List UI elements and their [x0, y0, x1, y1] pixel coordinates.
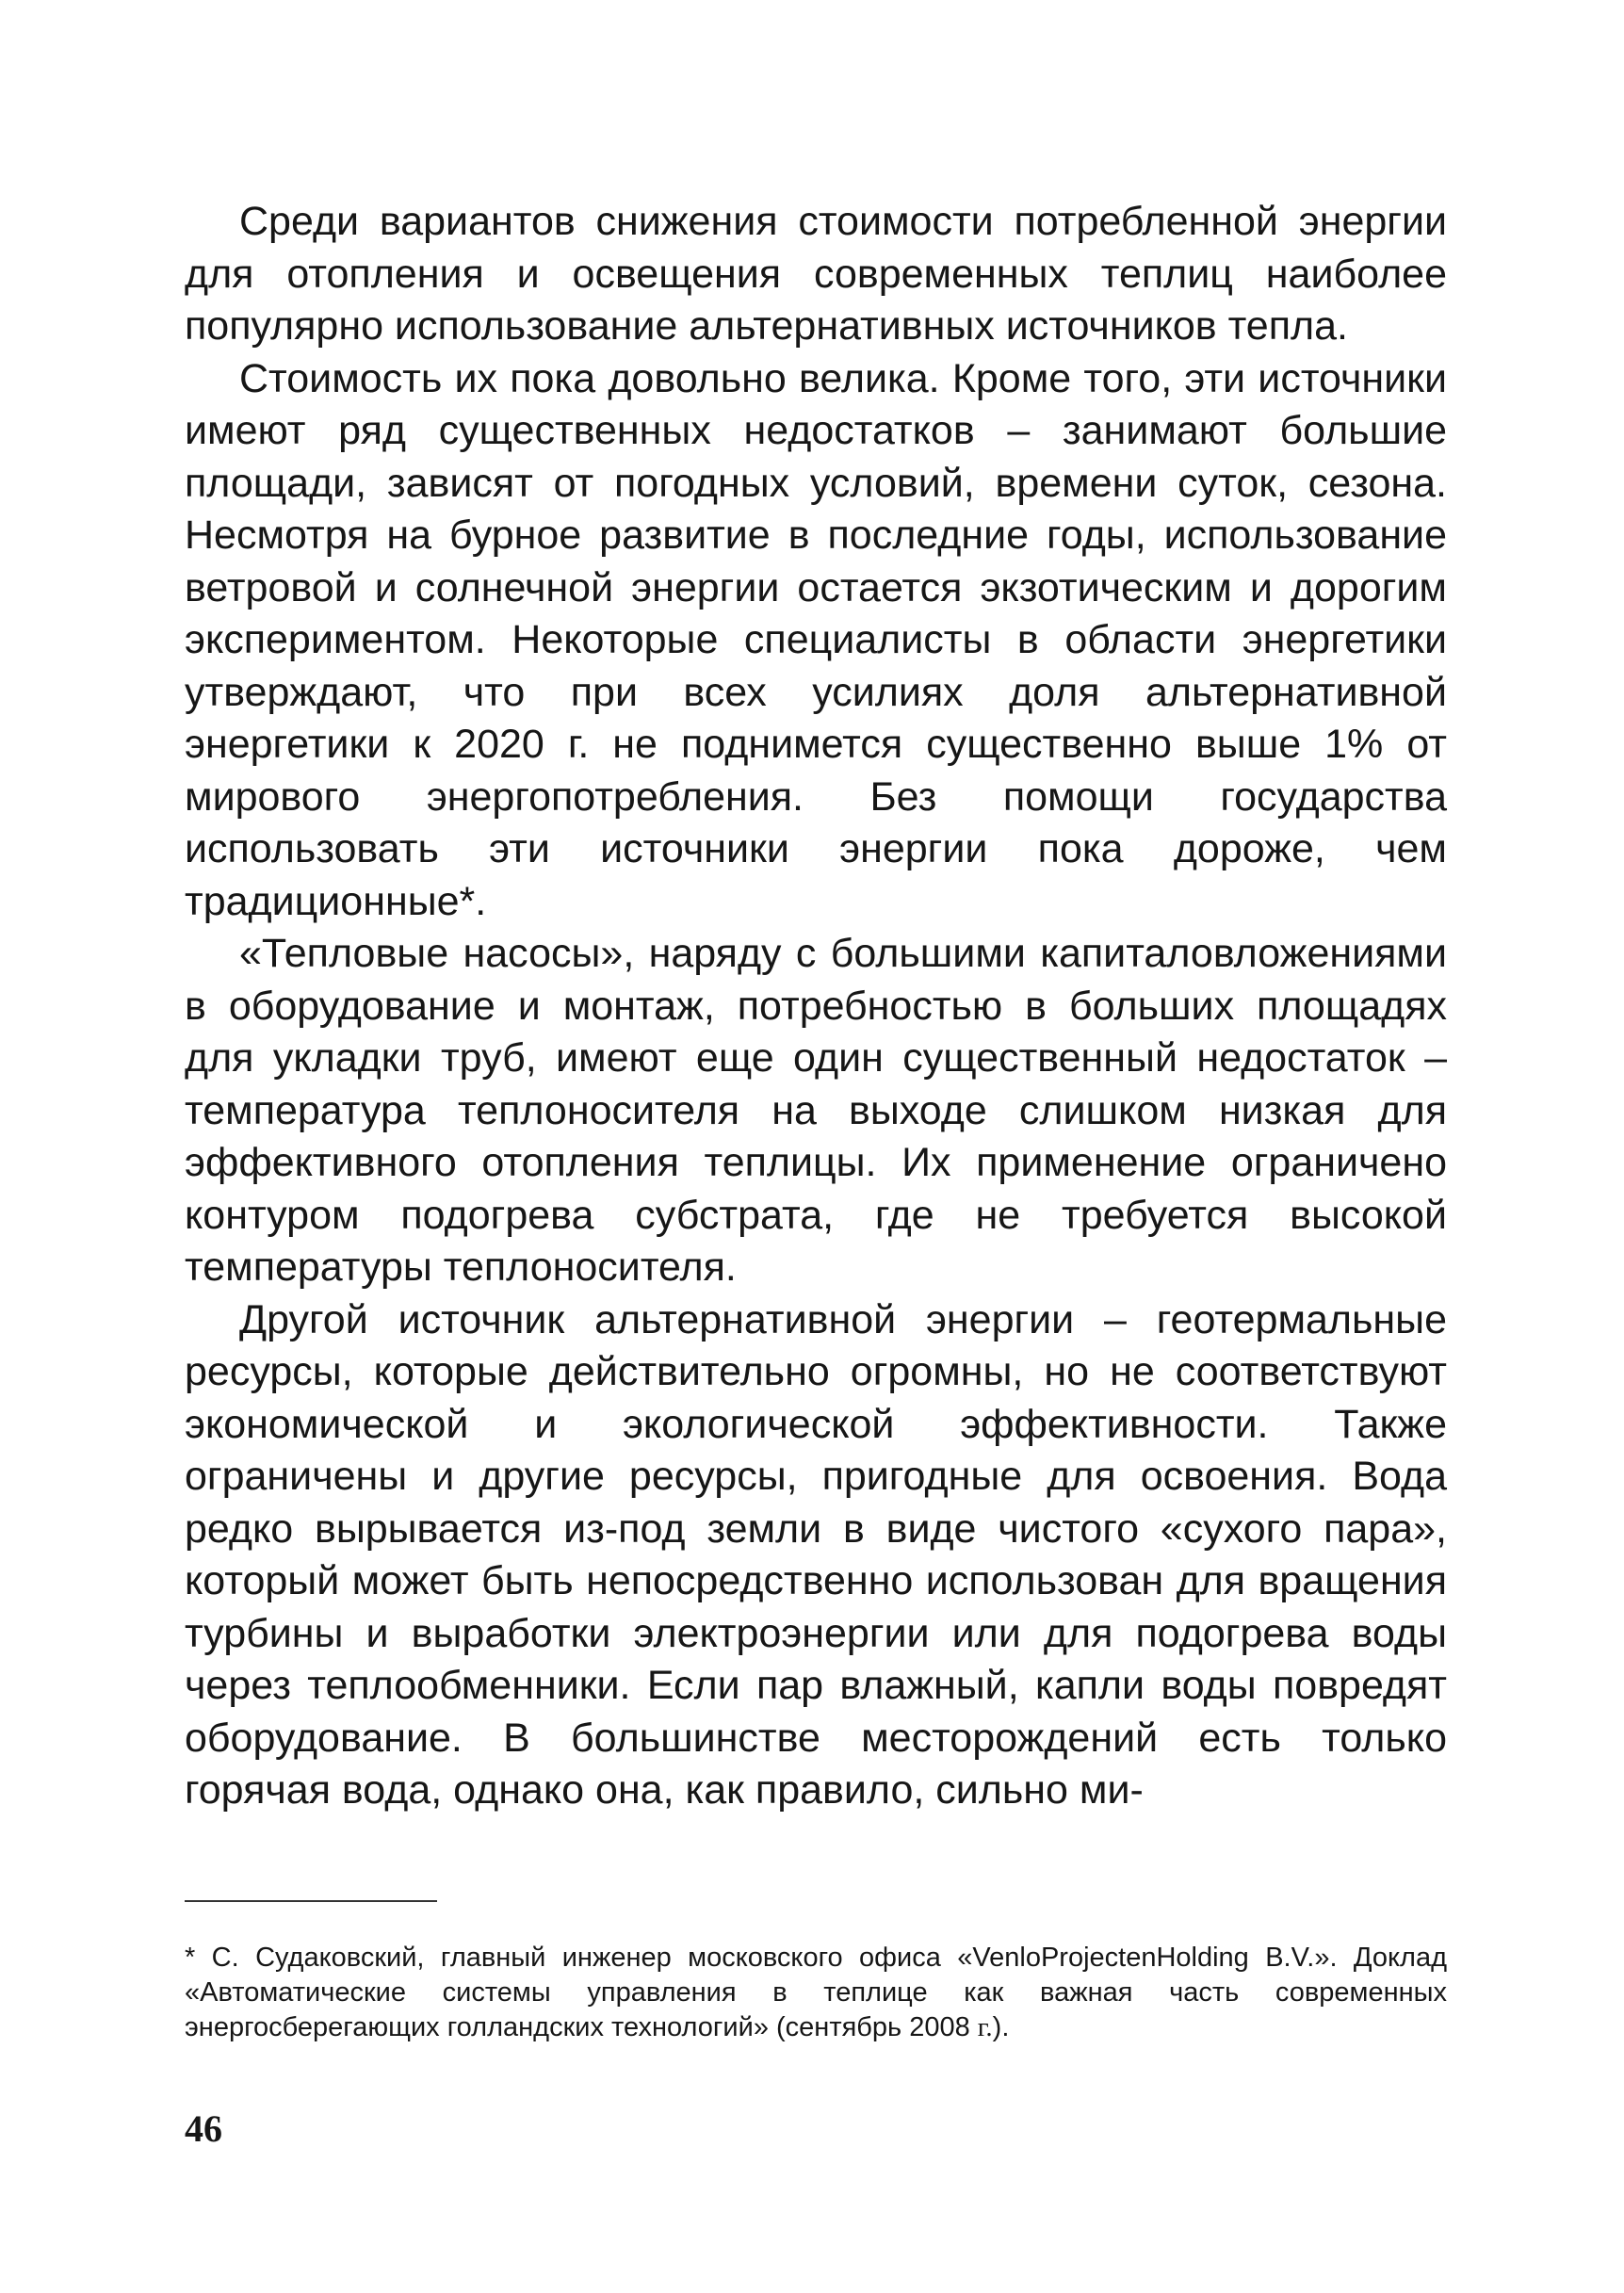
paragraph-2: Стоимость их пока довольно велика. Кроме того, эти источники имеют ряд существенных недостатков – занимают большие площади, зависят от погодных условий, времени суток, сезона. Несмотря на бурное развитие в последние годы, использование ветровой и солнечной энергии остается экзотическим и дорогим экспериментом. Некоторые специалисты в области энергетики утверждают, что при всех усилиях доля альтернативной энергетики к 2020 г. не поднимется существенно выше 1% от мирового энергопотребления. Без помощи государства использовать эти источники энергии пока дороже, чем традиционные*. — [185, 355, 1447, 924]
paragraph-4: Другой источник альтернативной энергии – геотермальные ресурсы, которые действительно огромны, но не соответствуют экономической и экологической эффективности. Также ограничены и другие ресурсы, пригодные для освоения. Вода редко вырывается из-под земли в виде чистого «сухого пара», который может быть непосредственно использован для вращения турбины и выработки электроэнергии или для подогрева воды через теплообменники. Если пар влажный, капли воды повредят оборудование. В большинстве месторождений есть только горячая вода, однако она, как правило, сильно ми- — [185, 1296, 1447, 1813]
paragraph-3: «Тепловые насосы», наряду с большими капиталовложениями в оборудование и монтаж, потребностью в больших площадях для укладки труб, имеют еще один существенный недостаток – температура теплоносителя на выходе слишком низкая для эффективного отопления теплицы. Их применение ограничено контуром подогрева субстрата, где не требуется высокой температуры теплоносителя. — [185, 931, 1447, 1290]
footnote-year-abbr: г. — [977, 2012, 993, 2042]
footnote — [185, 1941, 1447, 2045]
page-number: 46 — [185, 2107, 222, 2150]
footnote-text — [185, 1941, 1447, 2045]
main-text — [185, 196, 1447, 1817]
footnote-divider — [185, 1900, 437, 1902]
footnote-body: * С. Судаковский, главный инженер московского офиса «VenloProjectenHolding B.V.». Доклад «Автоматические системы управления в теплице как важная часть современных энергосберегающих голландских технологий» (сентябрь 2008 — [185, 1943, 1447, 2042]
footnote-closing: ). — [992, 2012, 1010, 2042]
paragraph-1: Среди вариантов снижения стоимости потребленной энергии для отопления и освещения современных теплиц наиболее популярно использование альтернативных источников тепла. — [185, 199, 1447, 349]
